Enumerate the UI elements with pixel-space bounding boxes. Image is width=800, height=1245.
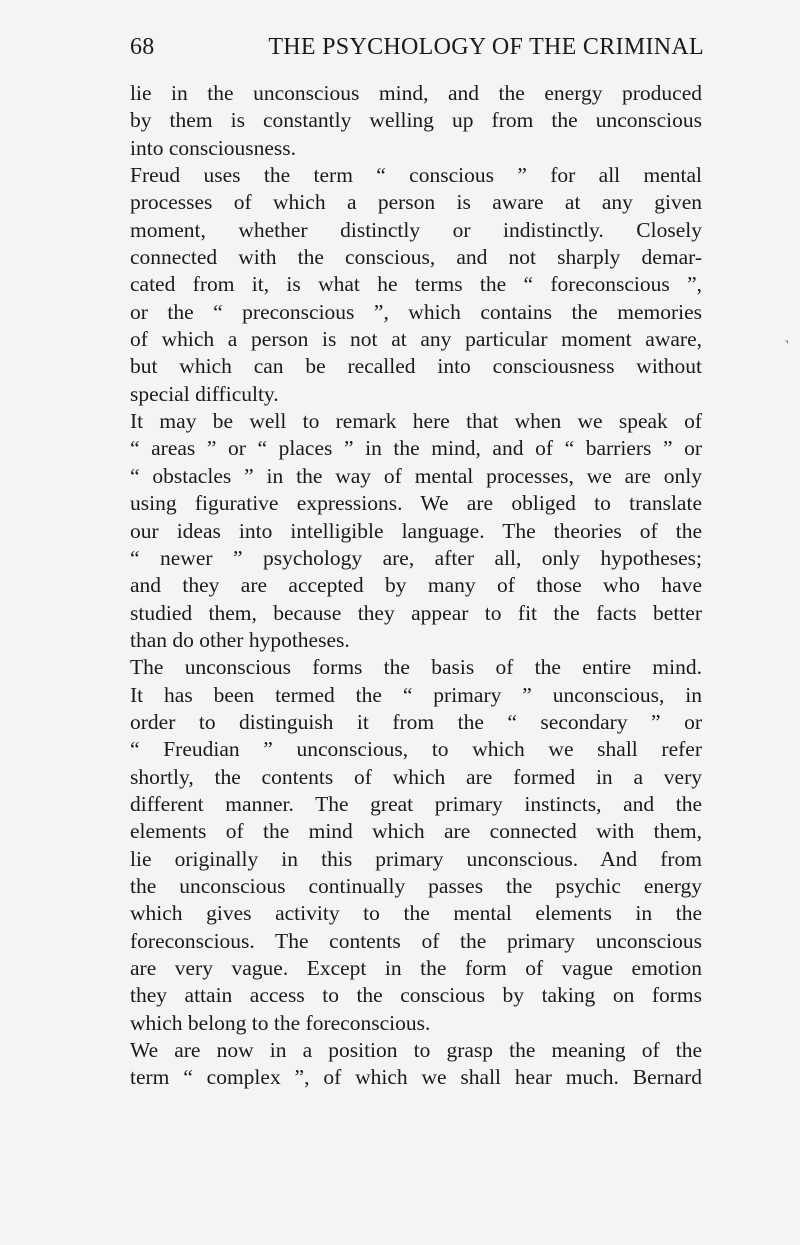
page-number: 68 xyxy=(130,34,155,60)
text-line: which gives activity to the mental elements in the xyxy=(130,901,702,926)
text-line: our ideas into intelligible language. The theories of the xyxy=(130,518,702,543)
text-line: term “ complex ”, of which we shall hear much. Bernard xyxy=(130,1065,702,1090)
text-line: the unconscious continually passes the psychic energy xyxy=(130,873,702,898)
paragraph xyxy=(130,80,702,162)
text-line: “ areas ” or “ places ” in the mind, and of “ barriers ” or xyxy=(130,436,702,461)
text-line: processes of which a person is aware at any given xyxy=(130,190,702,215)
text-line: order to distinguish it from the “ secondary ” or xyxy=(130,709,702,734)
text-line: special difficulty. xyxy=(130,381,279,406)
text-line: are very vague. Except in the form of vague emotion xyxy=(130,956,702,980)
text-line: different manner. The great primary instincts, and the xyxy=(130,791,702,816)
running-header xyxy=(130,34,704,61)
paragraph xyxy=(130,654,702,1037)
text-line: studied them, because they appear to fit the facts better xyxy=(130,600,702,625)
text-line: lie originally in this primary unconscious. And from xyxy=(130,846,702,871)
text-line: into consciousness. xyxy=(130,135,297,160)
text-line: elements of the mind which are connected with them, xyxy=(130,819,702,844)
text-line: It has been termed the “ primary ” unconscious, in xyxy=(130,682,702,707)
text-line: using figurative expressions. We are obliged to translate xyxy=(130,491,702,516)
text-line: or the “ preconscious ”, which contains the memories xyxy=(130,299,702,324)
running-title: THE PSYCHOLOGY OF THE CRIMINAL xyxy=(268,34,704,60)
text-line: of which a person is not at any particular moment aware, xyxy=(130,327,702,352)
paragraph xyxy=(130,408,702,654)
body-text xyxy=(130,80,702,1092)
text-line: and they are accepted by many of those who have xyxy=(130,573,702,598)
text-line: they attain access to the conscious by taking on forms xyxy=(130,983,702,1008)
text-line: foreconscious. The contents of the primary unconscious xyxy=(130,928,702,953)
text-line: moment, whether distinctly or indistinctly. Closely xyxy=(130,217,702,242)
text-line: It may be well to remark here that when we speak of xyxy=(130,409,702,434)
text-line: but which can be recalled into consciousness without xyxy=(130,354,702,379)
paragraph xyxy=(130,1037,702,1092)
text-line: cated from it, is what he terms the “ foreconscious ”, xyxy=(130,272,702,297)
text-line: lie in the unconscious mind, and the energy produced xyxy=(130,81,702,105)
text-line: “ obstacles ” in the way of mental processes, we are only xyxy=(130,463,702,488)
text-line: Freud uses the term “ conscious ” for all mental xyxy=(130,163,702,188)
text-line: by them is constantly welling up from the unconscious xyxy=(130,108,702,133)
text-line: shortly, the contents of which are formed in a very xyxy=(130,764,702,789)
text-line: connected with the conscious, and not sharply demar- xyxy=(130,245,702,270)
text-line: than do other hypotheses. xyxy=(130,627,350,652)
text-line: which belong to the foreconscious. xyxy=(130,1010,431,1035)
text-line: “ newer ” psychology are, after all, only hypotheses; xyxy=(130,545,702,570)
paragraph xyxy=(130,162,702,408)
text-line: “ Freudian ” unconscious, to which we shall refer xyxy=(130,737,702,762)
margin-mark: ˺ xyxy=(784,338,790,355)
text-line: The unconscious forms the basis of the entire mind. xyxy=(130,655,702,680)
text-line: We are now in a position to grasp the meaning of the xyxy=(130,1038,702,1063)
